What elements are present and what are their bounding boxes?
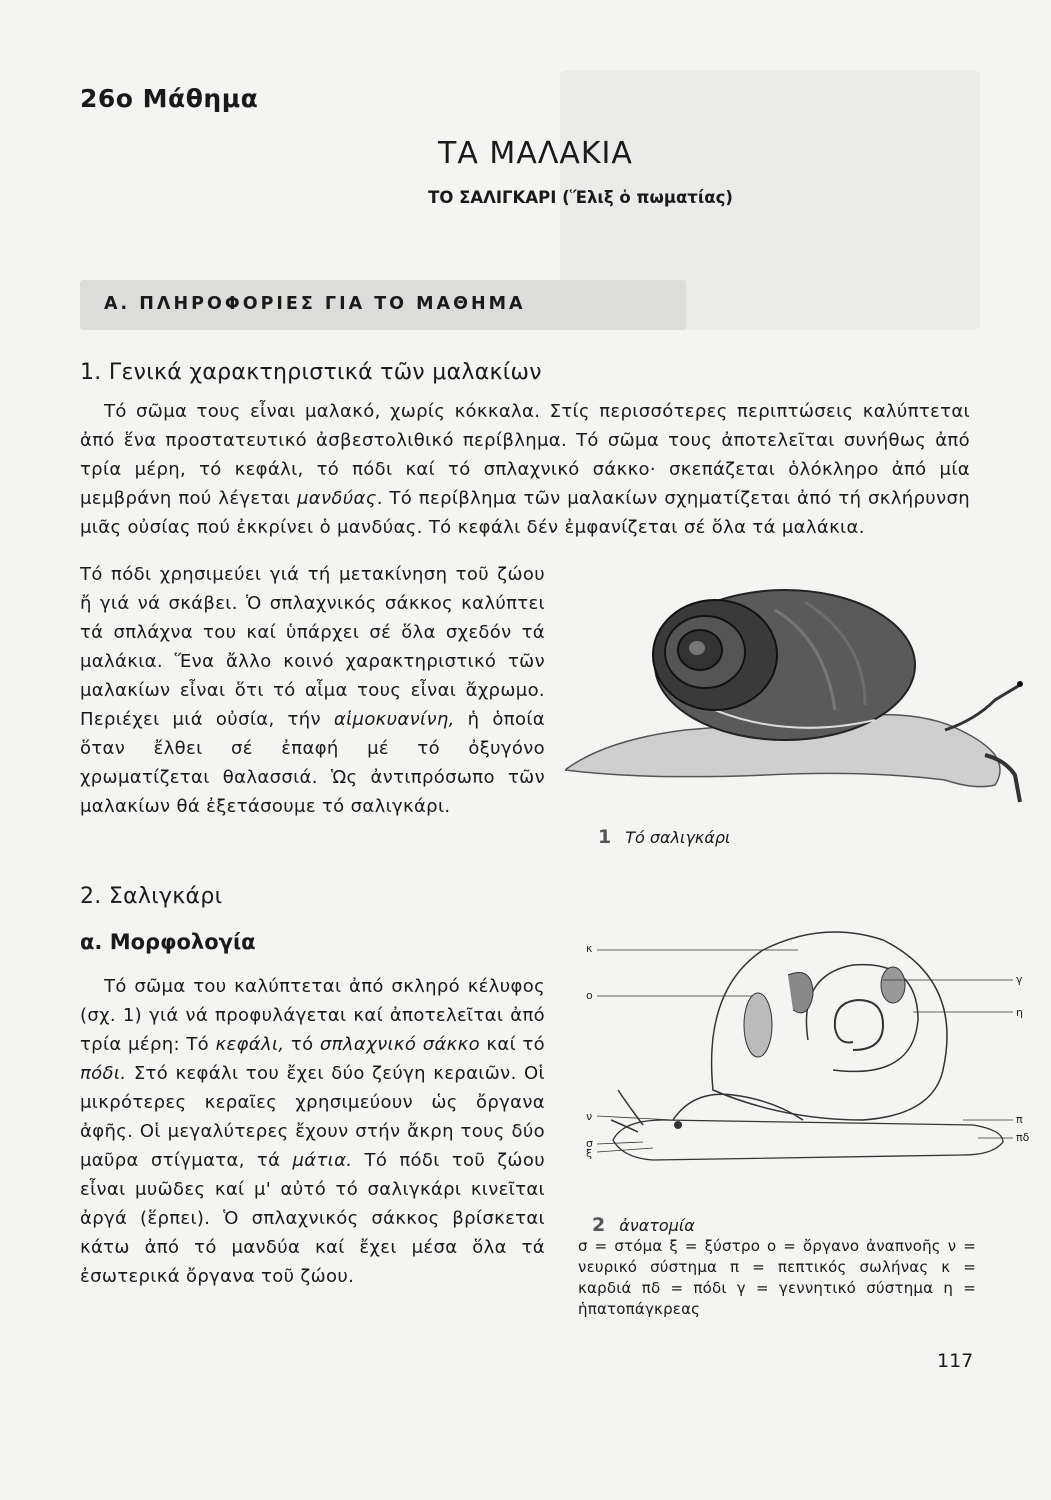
paragraph-foot-blood: [80, 560, 545, 821]
heading-snail: 2. Σαλιγκάρι: [80, 884, 223, 909]
text-run: Τό σῶμα του καλύπτεται ἀπό σκληρό κέλυφος (σχ. 1) γιά νά προφυλάγεται καί ἀποτελεῖται ἀπό τρία μέρη: Τό: [80, 976, 545, 1055]
heading-morphology: α. Μορφολογία: [80, 930, 256, 954]
leader-x: [597, 1148, 653, 1152]
text-run: καί τό: [479, 1034, 545, 1055]
text-run: τό: [284, 1034, 320, 1055]
snail-anatomy-diagram: [583, 920, 1023, 1165]
lesson-number: 26ο Μάθημα: [80, 84, 259, 113]
figure-1-caption-text: Τό σαλιγκάρι: [625, 828, 731, 847]
snail-illustration: [565, 580, 1025, 850]
figure-2-number: 2: [592, 1214, 606, 1236]
label-k: κ: [586, 942, 593, 955]
text-run: Τό πόδι τοῦ ζώου εἶναι μυῶδες καί μ' αὐτό τό σαλιγκάρι κινεῖται ἀργά (ἕρπει). Ὁ σπλαχνικός σάκκος βρίσκεται κάτω ἀπό τό μανδύα καί ἔχει μέσα ὅλα τά ἐσωτερικά ὄργανα τοῦ ζώου.: [80, 1150, 545, 1287]
snail-upper-tentacle: [945, 685, 1020, 730]
label-g: γ: [1016, 973, 1023, 986]
label-pd: πδ: [1016, 1131, 1030, 1144]
paragraph-general: [80, 397, 970, 542]
term-head: κεφάλι,: [215, 1034, 285, 1055]
paragraph-morphology: [80, 972, 545, 1291]
heart: [788, 973, 813, 1013]
nerve-ganglion: [674, 1121, 682, 1129]
text-run: Τό πόδι χρησιμεύει γιά τή μετακίνηση τοῦ ζώου ἤ γιά νά σκάβει. Ὁ σπλαχνικός σάκκος καλύπτει τά σπλάχνα του καί ὑπάρχει σέ ὅλα σχεδόν τά μαλάκια. Ἕνα ἄλλο κοινό χαρακτηριστικό τῶν μαλακίων εἶναι ὅτι τό αἷμα τους εἶναι ἄχρωμο. Περιέχει μιά οὐσία, τήν: [80, 564, 545, 730]
term-mantle: μανδύας: [297, 488, 377, 509]
text-run: Τό σῶμα τους εἶναι μαλακό, χωρίς κόκκαλα. Στίς περισσότερες περιπτώσεις καλύπτεται ἀπό ἕνα προστατευτικό ἀσβεστολιθικό περίβλημα. Τό σῶμα τους ἀποτελεῖται συνήθως ἀπό τρία μέρη, τό κεφάλι, τό πόδι καί τό σπλαχνικό σάκκο· σκεπάζεται ὁλόκληρο ἀπό μία μεμβράνη πού λέγεται: [80, 401, 970, 509]
page-title: ΤΑ ΜΑΛΑΚΙΑ: [438, 136, 633, 171]
paragraph-foot-blood-text: [80, 560, 545, 821]
figure-2-caption: [592, 1214, 695, 1236]
term-hemocyanin: αἱμοκυανίνη,: [333, 709, 455, 730]
anatomy-tentacle: [611, 1120, 638, 1132]
section-a-banner: [80, 280, 686, 330]
digestive-tube: [673, 1094, 803, 1120]
section-a-heading: Α. ΠΛΗΡΟΦΟΡΙΕΣ ΓΙΑ ΤΟ ΜΑΘΗΜΑ: [104, 294, 526, 314]
term-visceral-sac: σπλαχνικό σάκκο: [319, 1034, 480, 1055]
snail-eye: [1017, 681, 1023, 687]
text-run: Στό κεφάλι του ἔχει δύο ζεύγη κεραιῶν. Οἱ μικρότερες κεραῖες χρησιμεύουν ὡς ὄργανα ἀφῆς. Οἱ μεγαλύτερες ἔχουν στήν ἄκρη τους δύο μαῦρα στίγματα, τά: [80, 1063, 545, 1171]
label-p: π: [1016, 1113, 1023, 1126]
page-number: 117: [937, 1350, 974, 1372]
label-o: ο: [586, 989, 593, 1002]
label-h: η: [1016, 1006, 1023, 1019]
label-x: ξ: [586, 1147, 593, 1160]
leader-v: [597, 1116, 673, 1120]
heading-general-characteristics: 1. Γενικά χαρακτηριστικά τῶν μαλακίων: [80, 360, 542, 385]
page-subtitle: ΤΟ ΣΑΛΙΓΚΑΡΙ (Ἕλιξ ὁ πωματίας): [428, 188, 733, 207]
shell-apex: [689, 641, 705, 655]
hepatopancreas: [881, 967, 905, 1003]
respiratory-organ: [744, 993, 772, 1057]
term-eyes: μάτια.: [292, 1150, 353, 1171]
label-s: σ: [586, 1137, 593, 1150]
anatomy-tentacle: [618, 1090, 643, 1125]
figure-1-number: 1: [598, 826, 612, 848]
text-run: ἡ ὁποία ὅταν ἔλθει σέ ἐπαφή μέ τό ὀξυγόνο χρωματίζεται θαλασσιά. Ὡς ἀντιπρόσωπο τῶν μαλακίων θά ἐξετάσουμε τό σαλιγκάρι.: [80, 709, 545, 817]
figure-2-legend: σ = στόμα ξ = ξύστρο ο = ὄργανο ἀναπνοῆς ν = νευρικό σύστημα π = πεπτικός σωλήνας κ = καρδιά πδ = πόδι γ = γεννητικό σύστημα η = ἡπατοπάγκρεας: [578, 1237, 976, 1318]
term-foot: πόδι.: [80, 1063, 127, 1084]
label-v: ν: [586, 1110, 593, 1123]
text-run: . Τό περίβλημα τῶν μαλακίων σχηματίζεται ἀπό τή σκλήρυνση μιᾶς οὐσίας πού ἐκκρίνει ὁ μανδύας. Τό κεφάλι δέν ἐμφανίζεται σέ ὅλα τά μαλάκια.: [80, 488, 970, 538]
paragraph-morphology-text: [80, 972, 545, 1291]
leader-s: [597, 1142, 643, 1144]
anatomy-foot: [613, 1120, 1003, 1160]
figure-1-caption: [598, 826, 730, 848]
paragraph-general-text: [80, 397, 970, 542]
anatomy-spiral: [835, 1000, 883, 1050]
figure-2-caption-text: ἀνατομία: [619, 1216, 695, 1235]
